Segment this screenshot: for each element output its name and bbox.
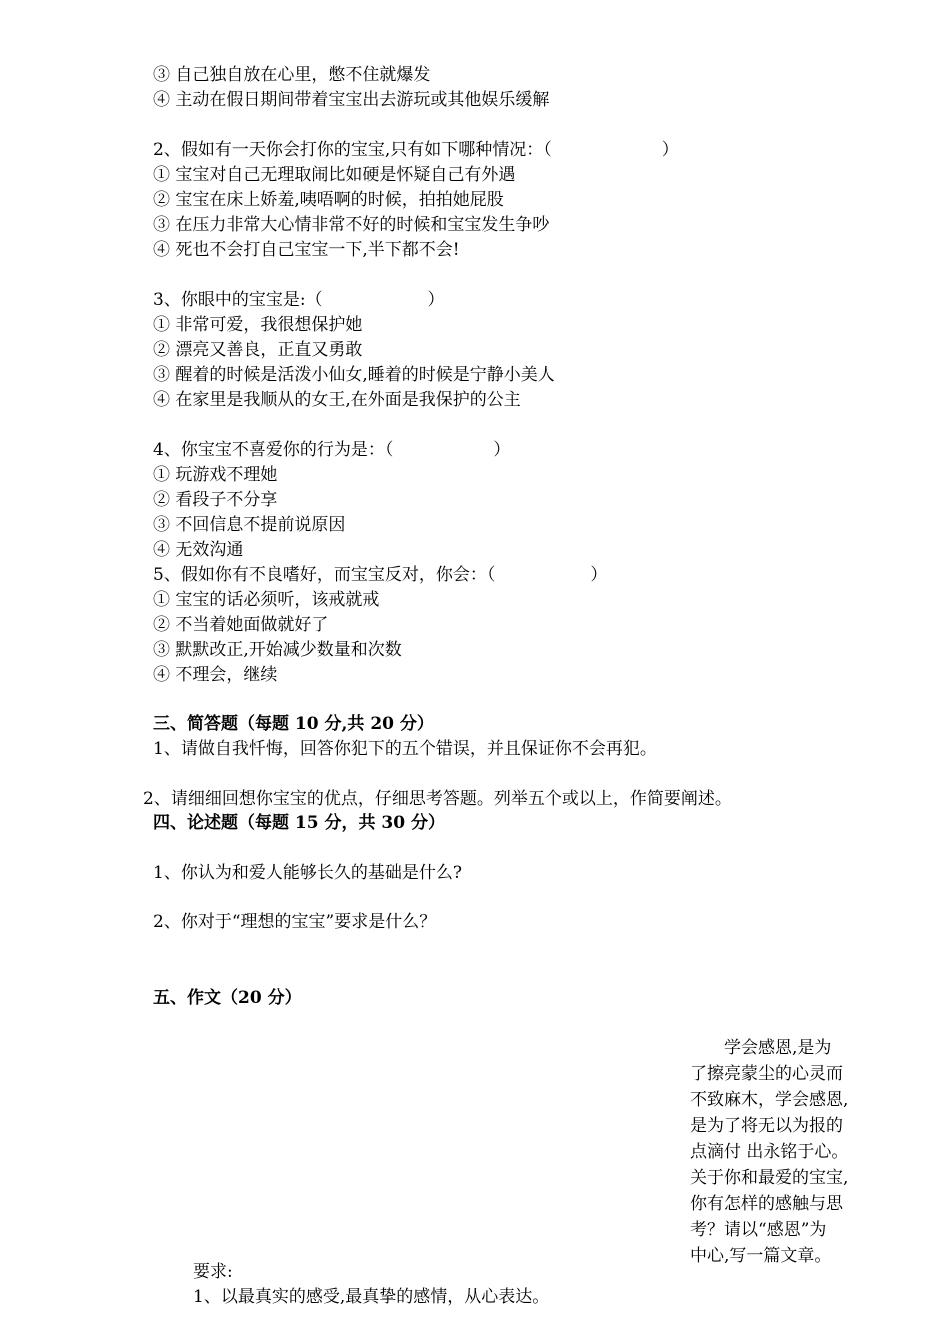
q4-close-paren: ） (493, 440, 511, 460)
essay-requirements-label: 要求: (193, 1262, 233, 1282)
q5-option-1: ① 宝宝的话必须听，该戒就戒 (153, 590, 380, 610)
essay-prompt-line: 了擦亮蒙尘的心灵而 (690, 1064, 843, 1084)
section5-heading: 五、作文（20 分） (153, 988, 302, 1008)
section4-question-2: 2、你对于“理想的宝宝”要求是什么？ (153, 912, 437, 932)
section3-question-1: 1、请做自我忏悔，回答你犯下的五个错误，并且保证你不会再犯。 (153, 739, 657, 759)
q5-option-4: ④ 不理会，继续 (153, 665, 278, 685)
q4-option-3: ③ 不回信息不提前说原因 (153, 515, 346, 535)
q2-option-1: ① 宝宝对自己无理取闹比如硬是怀疑自己有外遇 (153, 165, 516, 185)
essay-prompt-line: 不致麻木，学会感恩, (690, 1090, 849, 1110)
section3-heading: 三、简答题（每题 10 分,共 20 分） (153, 714, 434, 734)
q3-stem-text: 3、你眼中的宝宝是:（ (153, 290, 323, 310)
q5-close-paren: ） (590, 565, 608, 585)
essay-prompt-line: 学会感恩,是为 (690, 1038, 832, 1058)
q2-stem-text: 2、假如有一天你会打你的宝宝,只有如下哪种情况：（ (153, 140, 552, 160)
essay-requirement-1: 1、以最真实的感受,最真挚的感情，从心表达。 (193, 1287, 550, 1307)
section4-heading: 四、论述题（每题 15 分，共 30 分） (153, 813, 445, 833)
q4-option-1: ① 玩游戏不理她 (153, 465, 278, 485)
q2-close-paren: ） (661, 140, 679, 160)
q3-close-paren: ） (427, 290, 445, 310)
q5-option-3: ③ 默默改正,开始减少数量和次数 (153, 640, 402, 660)
q3-option-3: ③ 醒着的时候是活泼小仙女,睡着的时候是宁静小美人 (153, 365, 555, 385)
q2-option-4: ④ 死也不会打自己宝宝一下,半下都不会! (153, 240, 460, 260)
q5-stem-text: 5、假如你有不良嗜好，而宝宝反对，你会：（ (153, 565, 496, 585)
section3-question-2: 2、请细细回想你宝宝的优点，仔细思考答题。列举五个或以上，作简要阐述。 (143, 789, 732, 809)
q2-stem (153, 139, 679, 161)
q1-option-4: ④ 主动在假日期间带着宝宝出去游玩或其他娱乐缓解 (153, 90, 550, 110)
q3-option-4: ④ 在家里是我顺从的女王,在外面是我保护的公主 (153, 390, 521, 410)
essay-prompt-line: 你有怎样的感触与思 (690, 1194, 843, 1214)
q3-option-1: ① 非常可爱，我很想保护她 (153, 315, 363, 335)
essay-prompt-line: 考？请以“感恩”为 (690, 1220, 827, 1240)
q4-stem (153, 439, 510, 461)
q2-option-3: ③ 在压力非常大心情非常不好的时候和宝宝发生争吵 (153, 215, 550, 235)
essay-prompt-line: 关于你和最爱的宝宝, (690, 1168, 849, 1188)
q4-stem-text: 4、你宝宝不喜爱你的行为是：（ (153, 440, 394, 460)
q4-option-2: ② 看段子不分享 (153, 490, 278, 510)
q4-option-4: ④ 无效沟通 (153, 540, 244, 560)
essay-prompt-line: 中心,写一篇文章。 (690, 1246, 832, 1266)
q5-option-2: ② 不当着她面做就好了 (153, 615, 329, 635)
essay-prompt-line: 点滴付 出永铭于心。 (690, 1142, 849, 1162)
essay-prompt-box (690, 1035, 880, 1269)
q1-option-3: ③ 自己独自放在心里，憋不住就爆发 (153, 65, 431, 85)
essay-prompt-line: 是为了将无以为报的 (690, 1116, 843, 1136)
q3-option-2: ② 漂亮又善良，正直又勇敢 (153, 340, 363, 360)
q3-stem (153, 289, 445, 311)
q5-stem (153, 564, 607, 586)
q2-option-2: ② 宝宝在床上娇羞,咦唔啊的时候，拍拍她屁股 (153, 190, 504, 210)
section4-question-1: 1、你认为和爱人能够长久的基础是什么? (153, 863, 462, 883)
